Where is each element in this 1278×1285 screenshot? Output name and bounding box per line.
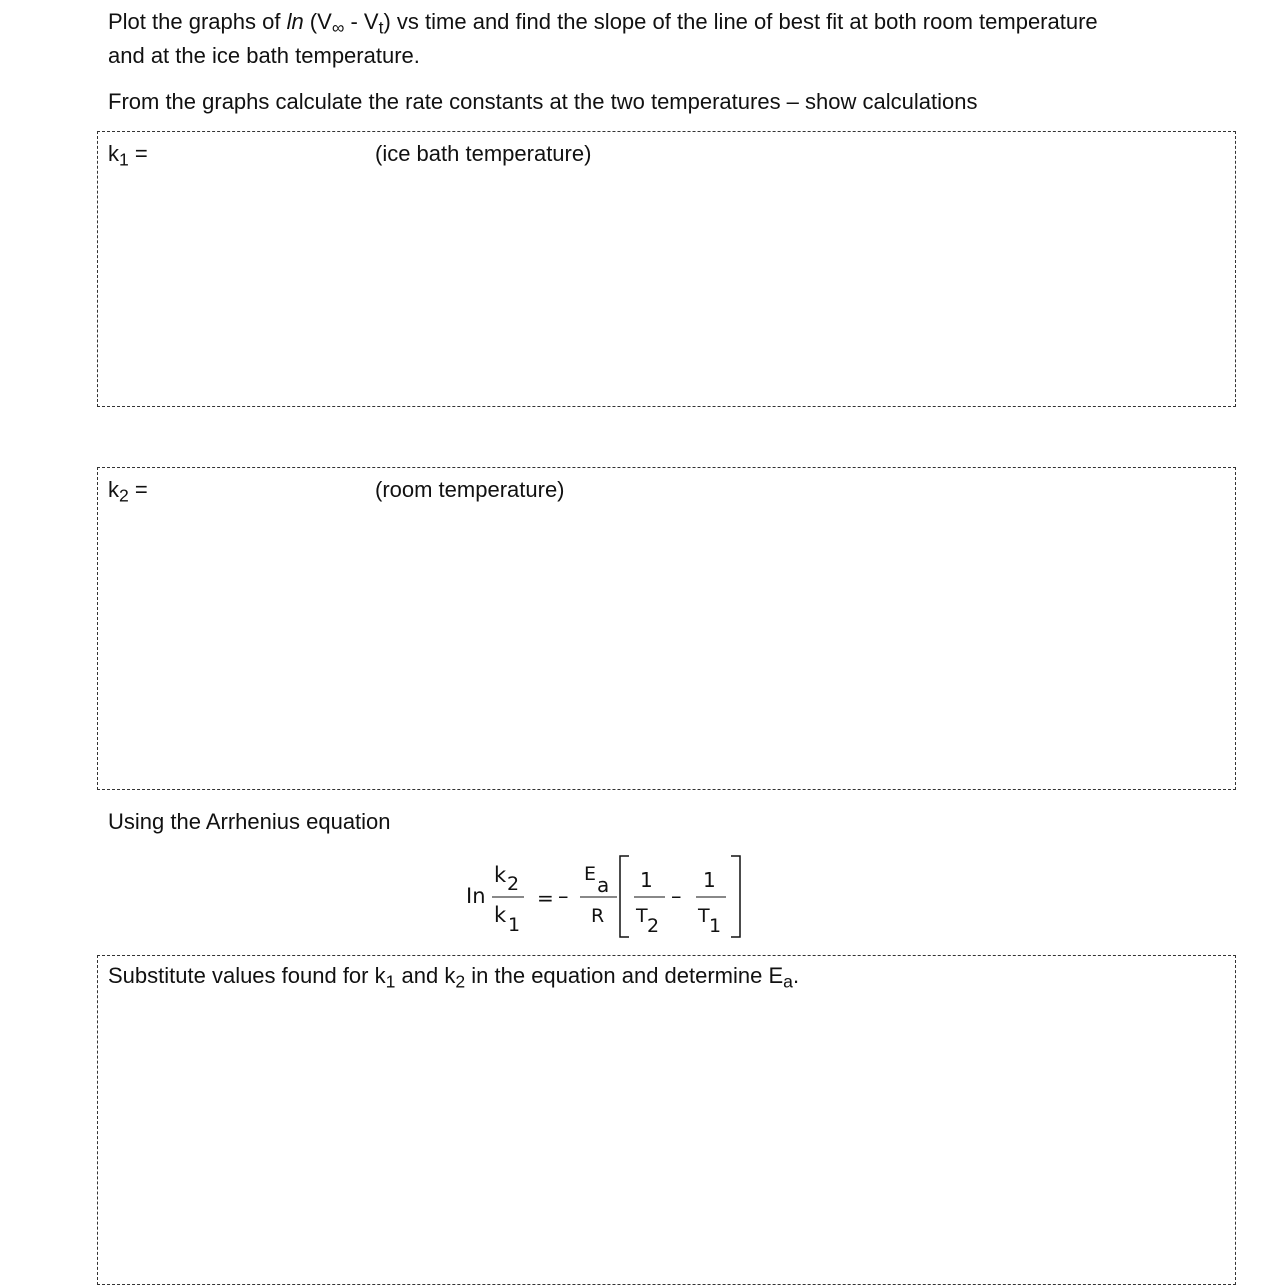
ea-instruction-t4: .: [792, 963, 800, 988]
eq-t1-t: T: [698, 905, 710, 927]
eq-k2-k: k: [494, 863, 507, 887]
eq-bracket-minus: –: [671, 884, 682, 908]
eq-ea-sub: a: [597, 873, 610, 897]
eq-k2-sub: 2: [507, 873, 520, 895]
k1-label-sub: 1: [119, 149, 129, 170]
plot-text-post: ) vs time and find the slope of the line of best fit at both room temperature: [383, 9, 1098, 34]
eq-minus-sign: –: [558, 884, 569, 908]
k1-temperature-note: (ice bath temperature): [375, 141, 592, 166]
ea-instruction-s3: a: [783, 971, 793, 992]
k1-answer-box[interactable]: [97, 131, 1236, 407]
k2-label-eq: =: [128, 477, 148, 502]
ea-instruction-t2: and k: [395, 963, 456, 988]
t-subscript: t: [378, 17, 384, 38]
plot-text-minus: - V: [344, 9, 379, 34]
ea-instruction: [108, 963, 800, 992]
eq-equals: =: [537, 886, 554, 910]
eq-right-bracket: [731, 856, 740, 937]
arrhenius-equation: [460, 852, 760, 944]
ea-answer-box[interactable]: [97, 955, 1236, 1285]
eq-ln: In: [466, 884, 486, 908]
eq-k1-k: k: [494, 903, 507, 927]
plot-text-pre: Plot the graphs of: [108, 9, 287, 34]
instruction-plot-line1: [108, 9, 1098, 38]
eq-t2-t: T: [636, 905, 648, 927]
k2-label: [108, 477, 148, 506]
eq-one-b: 1: [703, 868, 716, 892]
infinity-subscript: ∞: [331, 17, 345, 38]
eq-t2-sub: 2: [647, 915, 660, 937]
arrhenius-intro: Using the Arrhenius equation: [108, 809, 391, 834]
eq-r: R: [591, 905, 605, 927]
k2-answer-box[interactable]: [97, 467, 1236, 790]
k1-label-eq: =: [128, 141, 148, 166]
eq-k1-sub: 1: [508, 914, 521, 936]
ln-italic: ln: [286, 9, 304, 34]
eq-ea-e: E: [584, 863, 597, 885]
k1-label: [108, 141, 148, 170]
k2-label-k: k: [108, 477, 119, 502]
k2-label-sub: 2: [119, 485, 129, 506]
eq-t1-sub: 1: [709, 915, 722, 937]
k2-temperature-note: (room temperature): [375, 477, 565, 502]
plot-text-open: (V: [303, 9, 332, 34]
instruction-calculate: From the graphs calculate the rate constants at the two temperatures – show calculations: [108, 89, 978, 114]
instruction-plot-line2: and at the ice bath temperature.: [108, 43, 420, 68]
ea-instruction-s1: 1: [385, 971, 396, 992]
ea-instruction-s2: 2: [455, 971, 466, 992]
k1-label-k: k: [108, 141, 119, 166]
ea-instruction-t3: in the equation and determine E: [465, 963, 784, 988]
eq-one-a: 1: [640, 868, 653, 892]
ea-instruction-t1: Substitute values found for k: [108, 963, 386, 988]
eq-left-bracket: [620, 856, 629, 937]
